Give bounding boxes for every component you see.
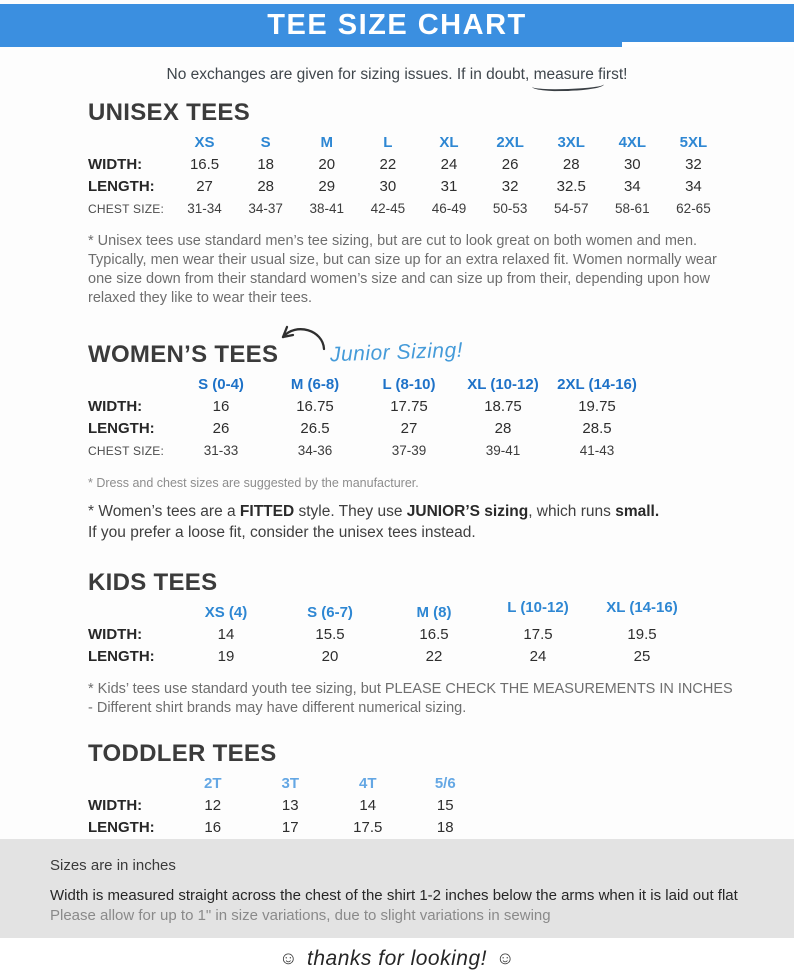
size-value-cell: 16.5 xyxy=(189,156,220,173)
column-header: 5/6 xyxy=(434,774,456,792)
size-value-cell: 54-57 xyxy=(553,201,589,216)
size-value-cell: 17.75 xyxy=(390,398,428,416)
size-value-cell: 26 xyxy=(212,420,230,438)
section-toddler xyxy=(88,740,794,839)
row-label: WIDTH: xyxy=(88,796,143,814)
size-value-cell: 15.5 xyxy=(315,626,345,644)
size-value-cell: 34-36 xyxy=(297,443,333,459)
size-value-cell: 50-53 xyxy=(492,201,528,216)
column-header: XS (4) xyxy=(204,604,248,622)
column-header: 3T xyxy=(281,774,299,792)
smiley-icon: ☺ xyxy=(495,948,515,969)
corner-cell xyxy=(88,602,174,624)
unisex-size-table xyxy=(88,132,724,220)
size-value-cell: 31-34 xyxy=(187,201,222,216)
footer-notes xyxy=(0,839,794,939)
junior-sizing-annotation: Junior Sizing! xyxy=(329,339,464,367)
column-header: M (8) xyxy=(416,604,452,622)
column-header: XL (10-12) xyxy=(467,376,539,394)
size-value-cell: 34-37 xyxy=(248,201,283,216)
corner-cell xyxy=(88,132,174,154)
text-run: Typically, men wear their usual size, but can size up for an extra relaxed fit. Women normally wear xyxy=(88,251,717,268)
size-value-cell: 34 xyxy=(685,178,702,195)
bold-text: JUNIOR’S sizing xyxy=(406,503,529,521)
size-value-cell: 30 xyxy=(379,178,397,195)
column-header: XL (14-16) xyxy=(606,599,678,617)
size-value-cell: 38-41 xyxy=(309,201,345,216)
section-title-toddler: TODDLER TEES xyxy=(88,739,277,767)
text-run: - Different shirt brands may have different numerical sizing. xyxy=(88,700,467,717)
size-value-cell: 46-49 xyxy=(431,201,467,216)
table-row xyxy=(88,418,644,440)
column-header: M (6-8) xyxy=(290,376,340,394)
column-header: L (10-12) xyxy=(507,599,569,617)
section-note xyxy=(88,680,794,718)
size-value-cell: 32 xyxy=(685,156,702,173)
footer-note: Sizes are in inches xyxy=(50,856,176,874)
page-title: TEE SIZE CHART xyxy=(267,9,527,41)
section-heading-row xyxy=(88,99,794,127)
size-value-cell: 17 xyxy=(281,818,299,836)
size-value-cell: 27 xyxy=(196,178,213,195)
row-label: LENGTH: xyxy=(88,818,155,836)
size-value-cell: 13 xyxy=(281,796,299,814)
thanks-text: thanks for looking! xyxy=(307,947,487,971)
row-label: WIDTH: xyxy=(88,626,143,644)
section-womens xyxy=(88,332,794,544)
size-value-cell: 27 xyxy=(400,420,418,438)
column-header: S (0-4) xyxy=(198,376,244,394)
row-label: CHEST SIZE: xyxy=(88,444,164,459)
column-header: S xyxy=(260,134,271,151)
size-value-cell: 18 xyxy=(257,156,274,173)
sections-container xyxy=(0,86,794,839)
text-run: * Dress and chest sizes are suggested by the manufacturer. xyxy=(88,476,419,491)
section-heading-row xyxy=(88,569,794,597)
column-header: 4XL xyxy=(618,134,647,151)
size-value-cell: 32 xyxy=(501,178,519,195)
column-header: 2XL (14-16) xyxy=(557,376,637,394)
smiley-icon: ☺ xyxy=(279,948,299,969)
table-row xyxy=(88,624,694,646)
size-value-cell: 19 xyxy=(217,648,235,666)
section-heading-row xyxy=(88,740,794,768)
text-run: * Women’s tees are a xyxy=(88,503,240,521)
row-label: LENGTH: xyxy=(88,648,155,666)
table-row xyxy=(88,154,724,176)
size-value-cell: 62-65 xyxy=(676,201,711,216)
underlined-word: measure xyxy=(533,66,594,83)
size-value-cell: 29 xyxy=(318,178,336,195)
text-run: style. They use xyxy=(294,503,407,521)
column-header-row xyxy=(88,602,694,624)
size-value-cell: 41-43 xyxy=(579,443,615,459)
text-run: If you prefer a loose fit, consider the unisex tees instead. xyxy=(88,524,476,542)
corner-cell xyxy=(88,374,174,396)
column-header: S (6-7) xyxy=(307,604,353,622)
size-value-cell: 16.5 xyxy=(419,626,449,644)
table-row xyxy=(88,646,694,668)
column-header: L xyxy=(383,134,393,151)
footer-note: Width is measured straight across the chest of the shirt 1-2 inches below the arms when it is laid out flat xyxy=(50,887,738,905)
size-value-cell: 58-61 xyxy=(615,201,650,216)
size-value-cell: 28 xyxy=(494,420,512,438)
size-value-cell: 14 xyxy=(217,626,235,644)
title-bar xyxy=(0,4,794,47)
column-header: 5XL xyxy=(679,134,708,151)
text-run: one size down from their standard women’s size and can size up from their, depending upon how xyxy=(88,270,710,287)
size-value-cell: 16 xyxy=(204,818,222,836)
size-value-cell: 26 xyxy=(501,156,519,173)
size-value-cell: 15 xyxy=(436,796,454,814)
header-notch xyxy=(622,42,794,47)
size-value-cell: 26.5 xyxy=(300,420,330,438)
size-value-cell: 20 xyxy=(318,156,336,173)
curved-arrow-icon xyxy=(276,322,328,359)
size-value-cell: 18 xyxy=(436,818,454,836)
column-header-row xyxy=(88,773,484,795)
column-header: M xyxy=(320,134,334,151)
thanks-message xyxy=(0,938,794,971)
section-title-womens: WOMEN’S TEES xyxy=(88,341,279,369)
section-note xyxy=(88,476,794,490)
column-header: 2T xyxy=(203,774,222,792)
column-header: 3XL xyxy=(557,134,585,151)
text-run: * Unisex tees use standard men’s tee sizing, but are cut to look great on both women and men. xyxy=(88,233,698,249)
row-label: LENGTH: xyxy=(88,420,155,438)
size-value-cell: 12 xyxy=(204,796,222,814)
section-unisex xyxy=(88,99,794,307)
text-run: * Kids’ tees use standard youth tee sizing, but PLEASE CHECK THE MEASUREMENTS IN INCHES xyxy=(88,681,733,698)
size-value-cell: 22 xyxy=(379,156,397,173)
size-value-cell: 42-45 xyxy=(370,201,406,216)
corner-cell xyxy=(88,773,174,795)
table-row xyxy=(88,440,644,462)
column-header: XL xyxy=(439,134,459,151)
section-title-unisex: UNISEX TEES xyxy=(88,99,251,126)
size-value-cell: 16.75 xyxy=(296,398,334,416)
size-value-cell: 22 xyxy=(425,648,443,666)
section-kids xyxy=(88,569,794,718)
size-value-cell: 32.5 xyxy=(556,178,586,195)
size-value-cell: 28 xyxy=(562,156,580,173)
womens-size-table xyxy=(88,374,644,462)
toddler-size-table xyxy=(88,773,484,839)
size-value-cell: 19.75 xyxy=(578,398,616,416)
row-label: WIDTH: xyxy=(88,398,143,416)
size-value-cell: 31 xyxy=(440,178,458,195)
section-note xyxy=(88,502,794,544)
size-value-cell: 20 xyxy=(321,648,339,666)
text-run: No exchanges are given for sizing issues. If in doubt, xyxy=(166,66,534,83)
section-heading-row xyxy=(88,332,794,369)
table-row xyxy=(88,176,724,198)
row-label: CHEST SIZE: xyxy=(88,202,164,216)
section-note xyxy=(88,232,794,307)
size-value-cell: 18.75 xyxy=(484,398,522,416)
column-header: L (8-10) xyxy=(382,376,436,394)
size-value-cell: 19.5 xyxy=(627,626,657,644)
size-value-cell: 17.5 xyxy=(523,626,553,644)
table-row xyxy=(88,198,724,220)
size-value-cell: 28 xyxy=(257,178,274,195)
bold-text: small. xyxy=(615,503,660,521)
bold-text: FITTED xyxy=(239,503,295,521)
size-value-cell: 34 xyxy=(623,178,641,195)
notice-text xyxy=(0,66,794,84)
size-value-cell: 31-33 xyxy=(203,443,239,459)
size-value-cell: 16 xyxy=(212,398,230,416)
table-row xyxy=(88,795,484,817)
column-header-row xyxy=(88,374,644,396)
footer-note: Please allow for up to 1" in size variations, due to slight variations in sewing xyxy=(50,906,551,924)
size-value-cell: 24 xyxy=(440,156,458,173)
text-run: first! xyxy=(593,66,628,83)
text-run: relaxed they like to wear their tees. xyxy=(88,289,313,306)
text-run: , which runs xyxy=(528,503,616,521)
column-header: XS xyxy=(194,134,215,151)
column-header-row xyxy=(88,132,724,154)
size-value-cell: 25 xyxy=(633,648,651,666)
size-value-cell: 39-41 xyxy=(485,443,521,459)
column-header: 2XL xyxy=(496,134,524,151)
table-row xyxy=(88,817,484,839)
row-label: LENGTH: xyxy=(88,178,155,195)
size-value-cell: 28.5 xyxy=(582,420,612,438)
size-value-cell: 17.5 xyxy=(353,818,383,836)
table-row xyxy=(88,396,644,418)
kids-size-table xyxy=(88,599,694,668)
section-title-kids: KIDS TEES xyxy=(88,569,218,597)
size-value-cell: 14 xyxy=(359,796,377,814)
size-value-cell: 30 xyxy=(623,156,641,173)
size-value-cell: 24 xyxy=(529,648,547,666)
size-value-cell: 37-39 xyxy=(391,443,427,459)
column-header: 4T xyxy=(358,774,377,792)
row-label: WIDTH: xyxy=(88,156,143,173)
